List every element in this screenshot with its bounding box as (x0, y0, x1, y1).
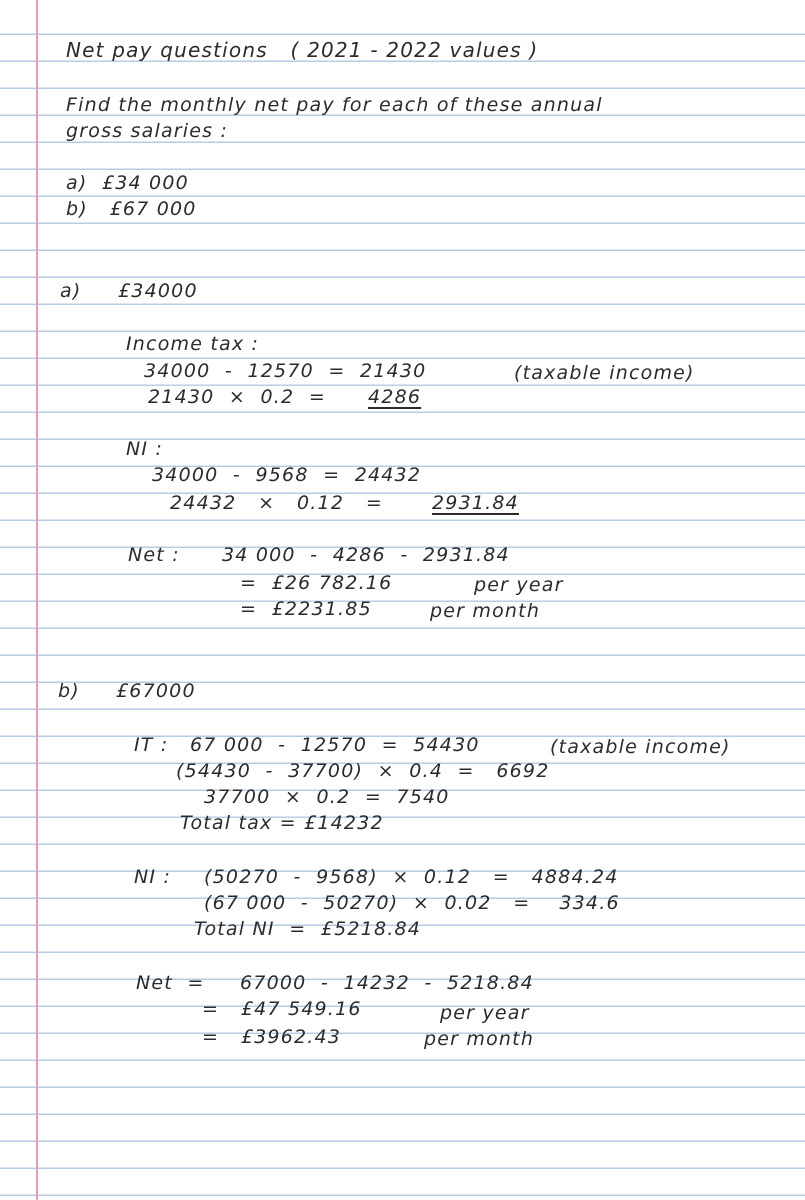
part-b-it-line-1-note: (taxable income) (550, 736, 731, 758)
prompt-line-1: Find the monthly net pay for each of these annual (66, 94, 603, 116)
part-b-ni-line-2: (67 000 - 50270) × 0.02 = 334.6 (204, 892, 620, 914)
part-a-ni-result: 2931.84 (432, 492, 519, 514)
part-b-ni-label: NI : (134, 866, 172, 888)
part-a-ni-line-2: 24432 × 0.12 = (170, 492, 383, 514)
margin-line (36, 0, 38, 1200)
part-a-net-line-3: = £2231.85 (240, 598, 372, 620)
part-a-net-line-3-unit: per month (430, 600, 541, 622)
part-b-total-ni: Total NI = £5218.84 (194, 918, 422, 940)
part-a-it-line-2: 21430 × 0.2 = (148, 386, 326, 408)
page-heading: Net pay questions ( 2021 - 2022 values ) (66, 38, 539, 62)
part-b-net-line-2: = £47 549.16 (202, 998, 362, 1020)
part-b-net-line-3-unit: per month (424, 1028, 535, 1050)
part-b-it-line-2: (54430 - 37700) × 0.4 = 6692 (176, 760, 550, 782)
part-b-it-line-3: 37700 × 0.2 = 7540 (204, 786, 450, 808)
part-b-net-line-3: = £3962.43 (202, 1026, 342, 1048)
part-b-total-tax: Total tax = £14232 (180, 812, 384, 834)
question-item-a: a) £34 000 (66, 172, 189, 194)
part-a-net-line-2: = £26 782.16 (240, 572, 393, 594)
part-a-net-line-1: 34 000 - 4286 - 2931.84 (222, 544, 510, 566)
part-b-net-line-2-unit: per year (440, 1002, 530, 1024)
part-a-ni-line-1: 34000 - 9568 = 24432 (152, 464, 422, 486)
part-a-ni-title: NI : (126, 438, 164, 460)
part-b-net-label: Net = (136, 972, 205, 994)
part-a-it-result: 4286 (368, 386, 422, 408)
question-item-b: b) £67 000 (66, 198, 197, 220)
part-b-ni-line-1: (50270 - 9568) × 0.12 = 4884.24 (204, 866, 619, 888)
part-a-it-line-1-note: (taxable income) (514, 362, 695, 384)
part-a-label: a) (60, 280, 82, 302)
part-a-it-line-1: 34000 - 12570 = 21430 (144, 360, 427, 382)
part-b-label: b) (58, 680, 80, 702)
part-a-net-line-2-unit: per year (474, 574, 564, 596)
part-a-income-tax-title: Income tax : (126, 333, 260, 355)
part-a-net-label: Net : (128, 544, 180, 566)
part-a-amount: £34000 (118, 280, 198, 302)
part-b-it-label: IT : (134, 734, 169, 756)
part-b-net-line-1: 67000 - 14232 - 5218.84 (240, 972, 534, 994)
part-b-it-line-1: 67 000 - 12570 = 54430 (190, 734, 480, 756)
part-b-amount: £67000 (116, 680, 196, 702)
prompt-line-2: gross salaries : (66, 120, 229, 142)
